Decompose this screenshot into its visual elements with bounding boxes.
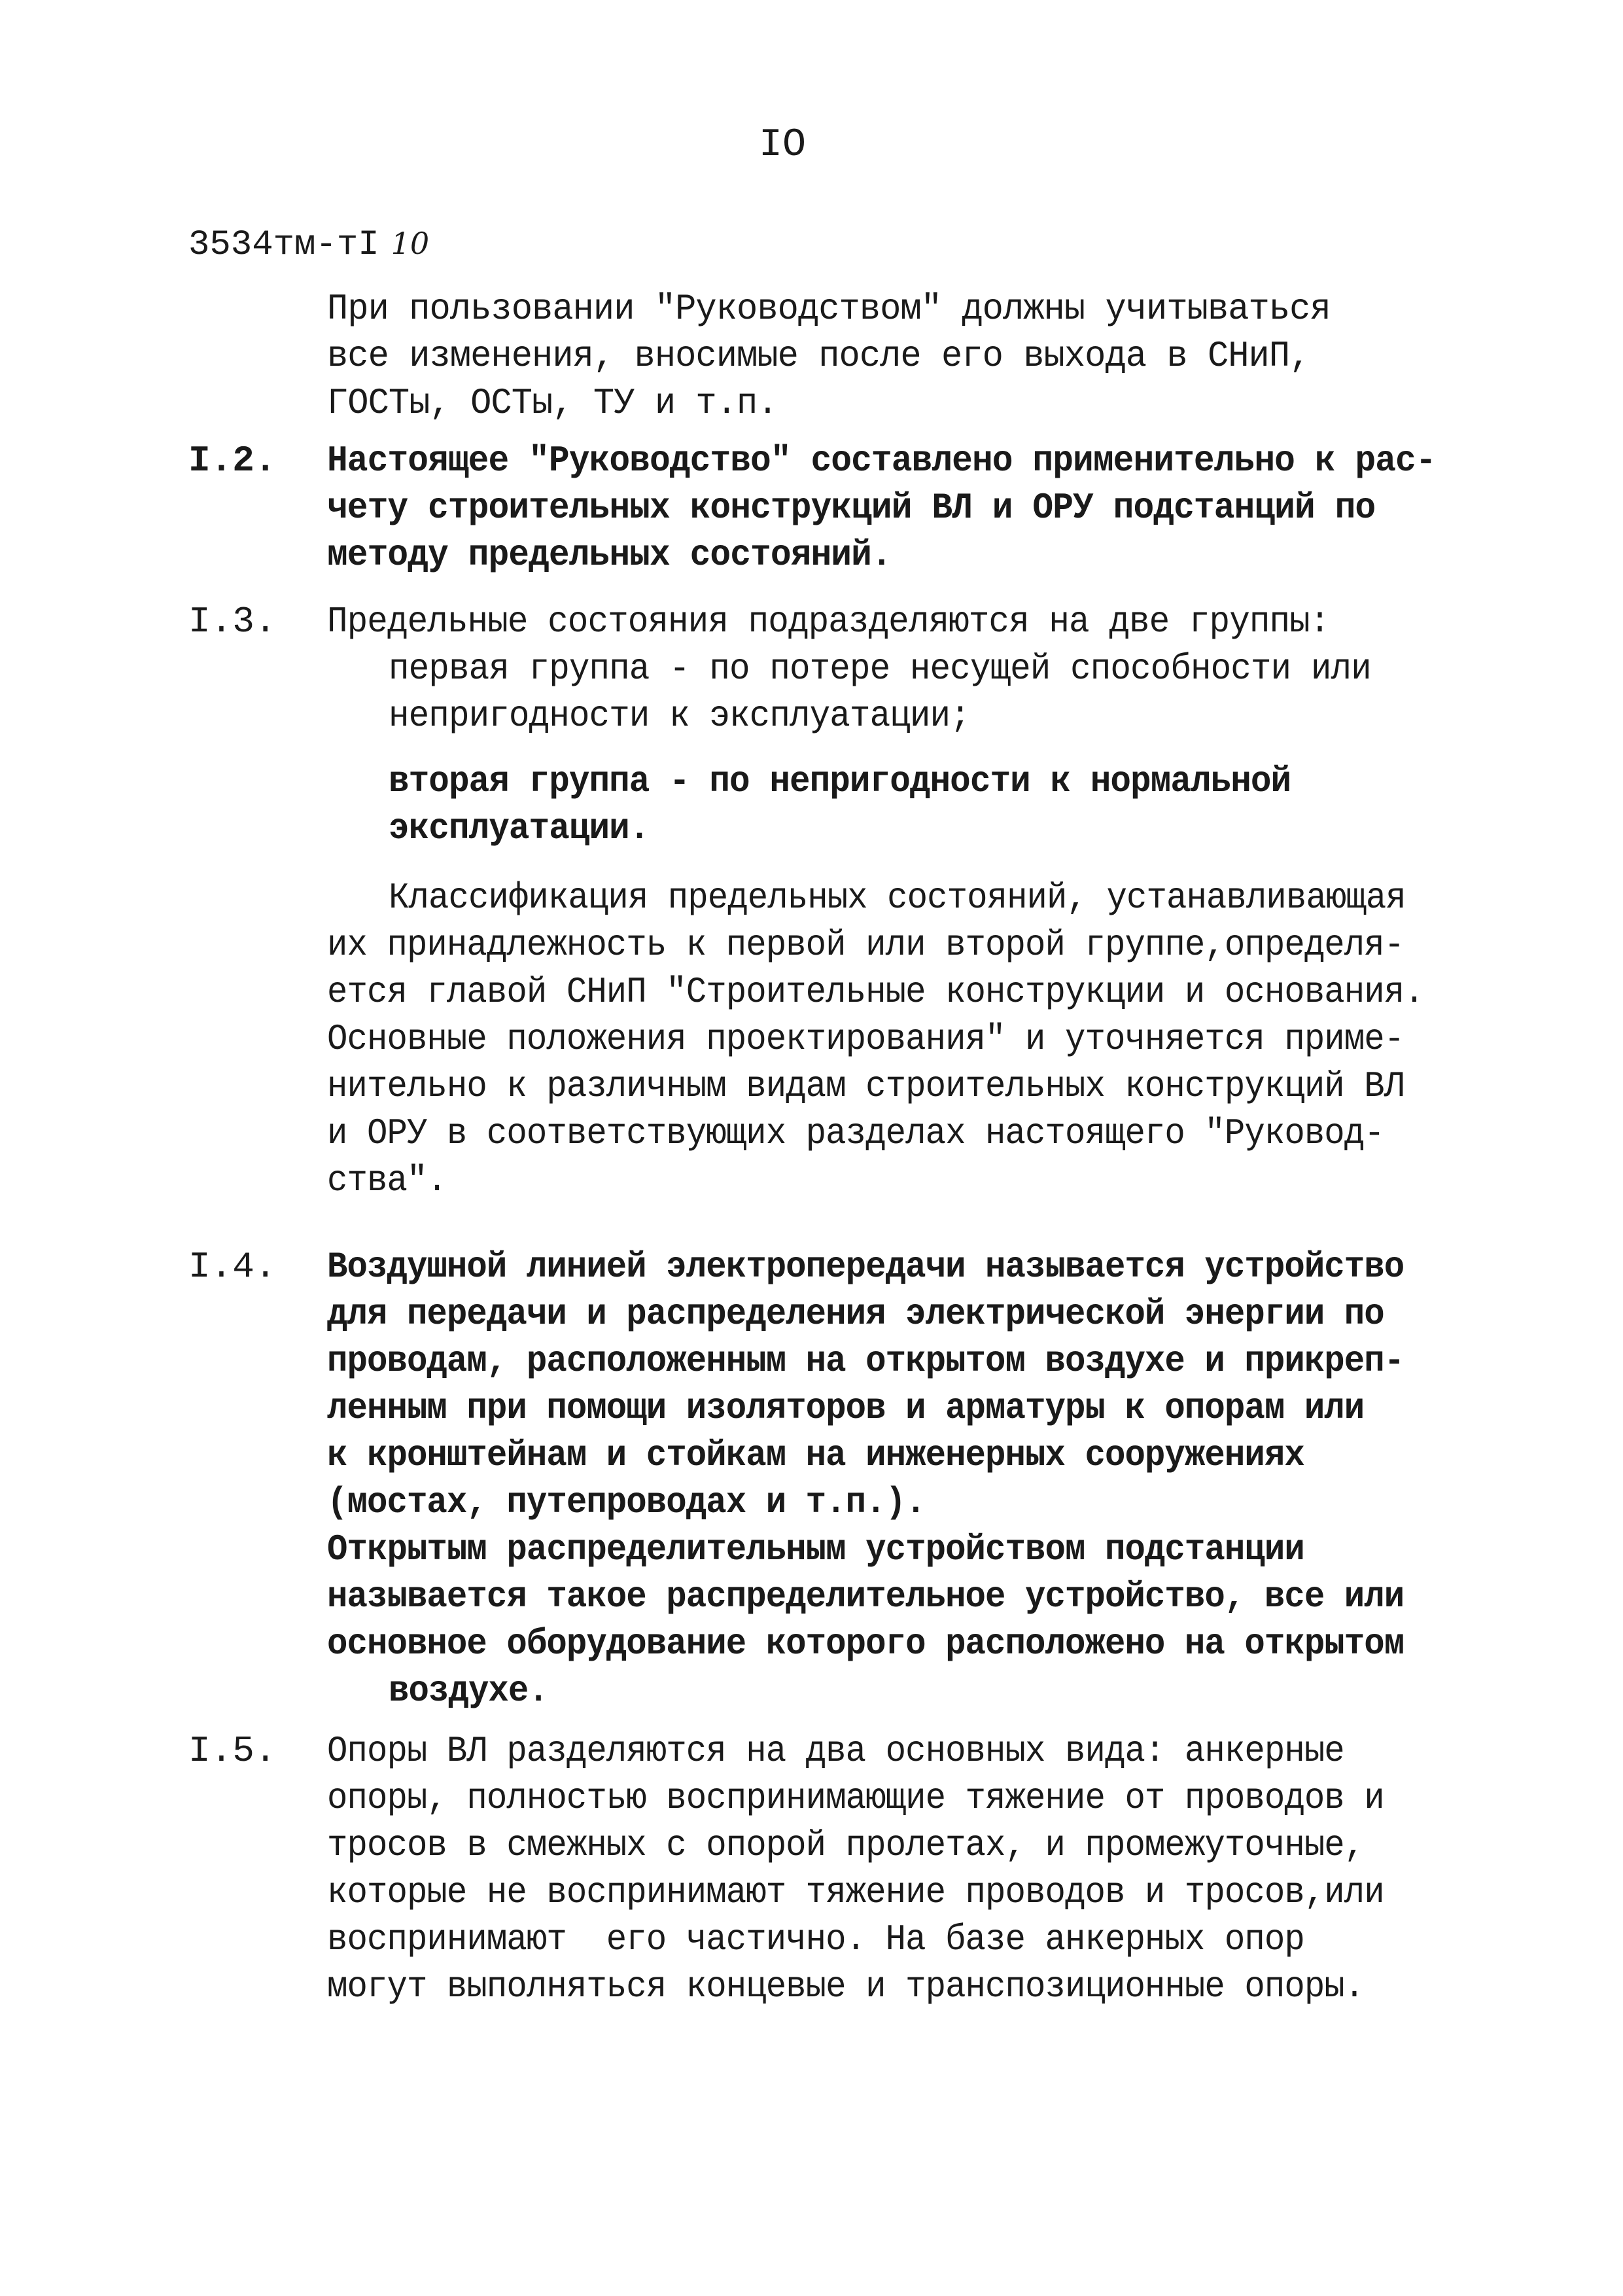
intro-line: ГОСТы, ОСТы, ТУ и т.п. bbox=[327, 382, 778, 424]
classification-line: их принадлежность к первой или второй группе,определя- bbox=[327, 924, 1405, 966]
section-line: Предельные состояния подразделяются на две группы: bbox=[327, 601, 1330, 643]
section-line: (мостах, путепроводах и т.п.). bbox=[327, 1481, 926, 1523]
group-one-line: первая группа - по потере несущей способности или bbox=[389, 648, 1371, 690]
classification-line: Основные положения проектирования" и уточняется приме- bbox=[327, 1018, 1405, 1060]
section-line: тросов в смежных с опорой пролетах, и промежуточные, bbox=[327, 1824, 1365, 1866]
section-number: I.5. bbox=[188, 1730, 277, 1772]
classification-line: и ОРУ в соответствующих разделах настоящего "Руковод- bbox=[327, 1112, 1384, 1154]
section-line: ленным при помощи изоляторов и арматуры к опорам или bbox=[327, 1387, 1365, 1429]
section-line: Опоры ВЛ разделяются на два основных вида: анкерные bbox=[327, 1730, 1344, 1772]
group-one-line: непригодности к эксплуатации; bbox=[389, 695, 970, 737]
section-line: которые не воспринимают тяжение проводов и тросов,или bbox=[327, 1871, 1384, 1913]
section-line: методу предельных состояний. bbox=[327, 534, 892, 576]
section-line: для передачи и распределения электрической энергии по bbox=[327, 1293, 1384, 1335]
classification-line: Классификация предельных состояний, устанавливающая bbox=[389, 877, 1406, 919]
section-line: проводам, расположенным на открытом воздухе и прикреп- bbox=[327, 1340, 1405, 1382]
section-line: могут выполняться концевые и транспозиционные опоры. bbox=[327, 1966, 1365, 2007]
section-line: к кронштейнам и стойкам на инженерных сооружениях bbox=[327, 1434, 1304, 1476]
section-line: воспринимают его частично. На базе анкерных опор bbox=[327, 1918, 1304, 1960]
intro-line: При пользовании "Руководством" должны учитываться bbox=[327, 288, 1331, 330]
page-number: IO bbox=[759, 123, 807, 168]
section-line: Открытым распределительным устройством подстанции bbox=[327, 1528, 1304, 1570]
section-line: Воздушной линией электропередачи называется устройство bbox=[327, 1246, 1405, 1288]
intro-line: все изменения, вносимые после его выхода в СНиП, bbox=[327, 335, 1310, 377]
classification-line: ется главой СНиП "Строительные конструкции и основания. bbox=[327, 971, 1424, 1013]
group-two-line: эксплуатации. bbox=[389, 807, 650, 849]
section-line: основное оборудование которого расположено на открытом bbox=[327, 1623, 1405, 1665]
section-line: воздухе. bbox=[389, 1670, 548, 1712]
document-id-code: 3534тм-тI bbox=[188, 225, 379, 265]
section-number: I.4. bbox=[188, 1246, 277, 1288]
group-two-line: вторая группа - по непригодности к нормальной bbox=[389, 760, 1291, 802]
section-number: I.2. bbox=[188, 440, 277, 482]
document-id bbox=[188, 220, 429, 269]
classification-line: ства". bbox=[327, 1159, 447, 1201]
section-line: называется такое распределительное устройство, все или bbox=[327, 1576, 1405, 1617]
section-line: чету строительных конструкций ВЛ и ОРУ подстанций по bbox=[327, 487, 1376, 529]
section-line: Настоящее "Руководство" составлено применительно к рас- bbox=[327, 440, 1436, 482]
section-line: опоры, полностью воспринимающие тяжение от проводов и bbox=[327, 1777, 1384, 1819]
classification-line: нительно к различным видам строительных конструкций ВЛ bbox=[327, 1065, 1405, 1107]
document-id-handwritten: 10 bbox=[391, 226, 430, 261]
section-number: I.3. bbox=[188, 601, 277, 643]
